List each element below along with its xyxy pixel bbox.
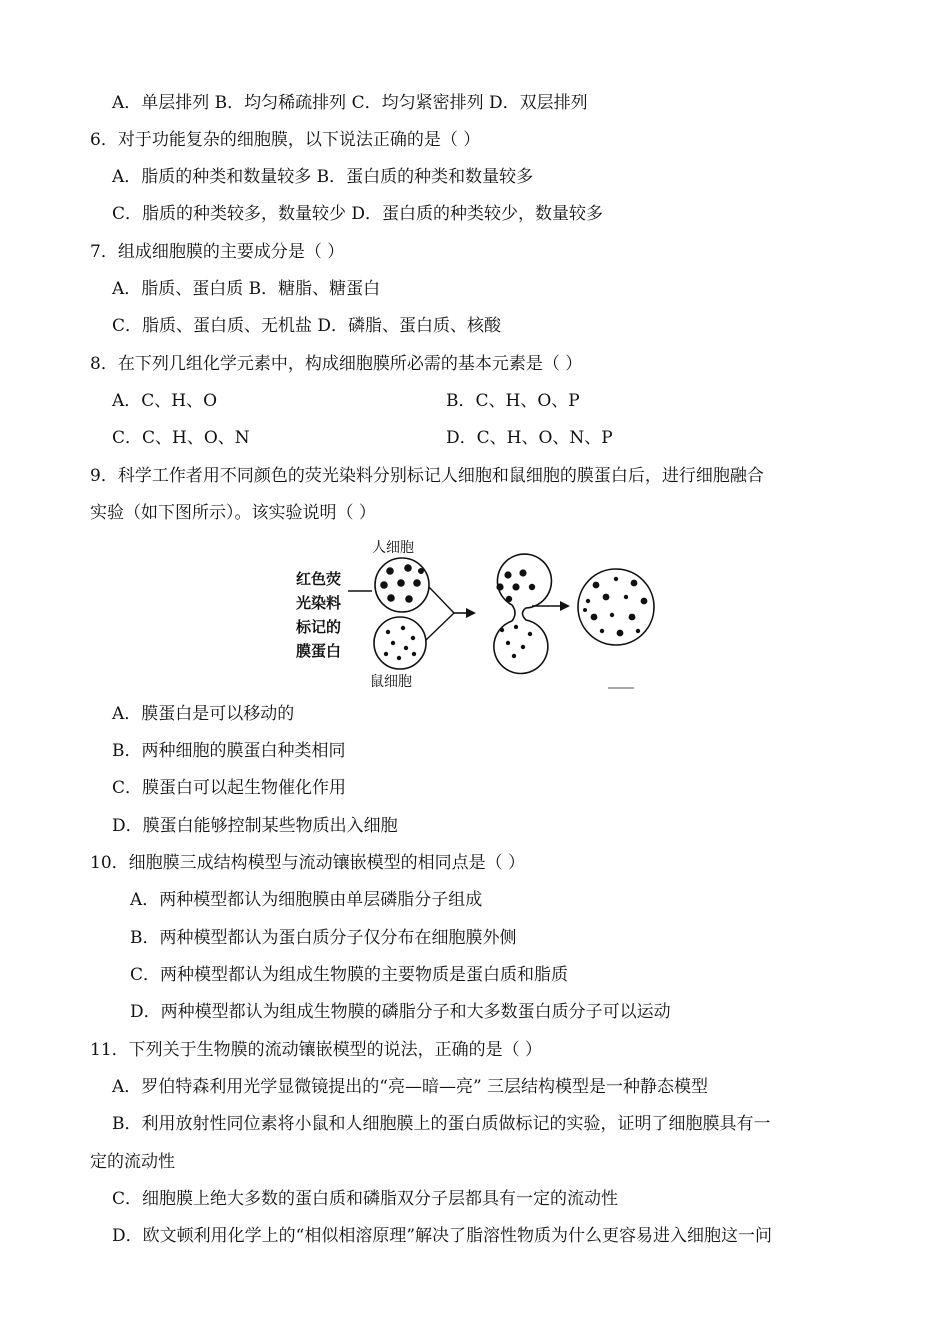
- q10-option-c: C．两种模型都认为组成生物膜的主要物质是蛋白质和脂质: [130, 965, 569, 985]
- q9-stem-line2: 实验（如下图所示）。该实验说明（ ）: [90, 503, 376, 523]
- q8-option-b: B．C、H、O、P: [446, 391, 580, 411]
- q8-stem: 8．在下列几组化学元素中，构成细胞膜所必需的基本元素是（ ）: [90, 354, 583, 374]
- merge-line-bottom: [426, 613, 454, 640]
- mouse-cell: [374, 617, 426, 669]
- figure-side-label-2: 光染料: [296, 594, 342, 612]
- q9-option-d: D．膜蛋白能够控制某些物质出入细胞: [112, 816, 398, 836]
- q8-option-d: D．C、H、O、N、P: [446, 428, 613, 448]
- q7-stem: 7．组成细胞膜的主要成分是（ ）: [90, 242, 345, 262]
- arrow-2-head: [560, 601, 570, 611]
- cell-fusion-figure: [290, 535, 670, 695]
- q6-stem: 6．对于功能复杂的细胞膜，以下说法正确的是（ ）: [90, 130, 481, 150]
- q10-option-a: A．两种模型都认为细胞膜由单层磷脂分子组成: [130, 890, 483, 910]
- figure-drawing: [290, 535, 670, 695]
- q9-option-b: B．两种细胞的膜蛋白种类相同: [112, 741, 346, 761]
- q11-option-d: D．欧文顿利用化学上的“相似相溶原理”解决了脂溶性物质为什么更容易进入细胞这一问: [112, 1226, 773, 1246]
- q9-option-c: C．膜蛋白可以起生物催化作用: [112, 778, 347, 798]
- q10-stem: 10．细胞膜三成结构模型与流动镶嵌模型的相同点是（ ）: [90, 853, 526, 873]
- figure-label-mouse-cell: 鼠细胞: [370, 674, 412, 690]
- q8-option-a: A．C、H、O: [112, 391, 218, 411]
- q7-options-row1: A．脂质、蛋白质 B．糖脂、糖蛋白: [112, 279, 381, 299]
- q11-option-b-line1: B．利用放射性同位素将小鼠和人细胞膜上的蛋白质做标记的实验，证明了细胞膜具有一: [112, 1114, 771, 1134]
- figure-side-label-1: 红色荧: [296, 570, 342, 588]
- q11-option-a: A．罗伯特森利用光学显微镜提出的“亮—暗—亮” 三层结构模型是一种静态模型: [112, 1077, 709, 1097]
- figure-side-label-4: 膜蛋白: [296, 642, 342, 660]
- q6-options-row1: A．脂质的种类和数量较多 B．蛋白质的种类和数量较多: [112, 167, 534, 187]
- q10-option-b: B．两种模型都认为蛋白质分子仅分布在细胞膜外侧: [130, 928, 517, 948]
- figure-label-human-cell: 人细胞: [372, 540, 414, 556]
- q9-stem-line1: 9．科学工作者用不同颜色的荧光染料分别标记人细胞和鼠细胞的膜蛋白后，进行细胞融合: [90, 466, 764, 486]
- merge-line-top: [429, 587, 454, 613]
- q8-option-c: C．C、H、O、N: [112, 428, 250, 448]
- q11-option-c: C．细胞膜上绝大多数的蛋白质和磷脂双分子层都具有一定的流动性: [112, 1189, 619, 1209]
- q10-option-d: D．两种模型都认为组成生物膜的磷脂分子和大多数蛋白质分子可以运动: [130, 1002, 671, 1022]
- q11-stem: 11．下列关于生物膜的流动镶嵌模型的说法，正确的是（ ）: [90, 1040, 543, 1060]
- q9-option-a: A．膜蛋白是可以移动的: [112, 704, 295, 724]
- q7-options-row2: C．脂质、蛋白质、无机盐 D．磷脂、蛋白质、核酸: [112, 316, 502, 336]
- q11-option-b-line2: 定的流动性: [90, 1152, 175, 1172]
- arrow-1-head: [466, 608, 476, 618]
- figure-side-label-3: 标记的: [296, 618, 342, 636]
- q6-options-row2: C．脂质的种类较多，数量较少 D．蛋白质的种类较少，数量较多: [112, 204, 604, 224]
- q5-options: A．单层排列 B．均匀稀疏排列 C．均匀紧密排列 D．双层排列: [112, 93, 588, 113]
